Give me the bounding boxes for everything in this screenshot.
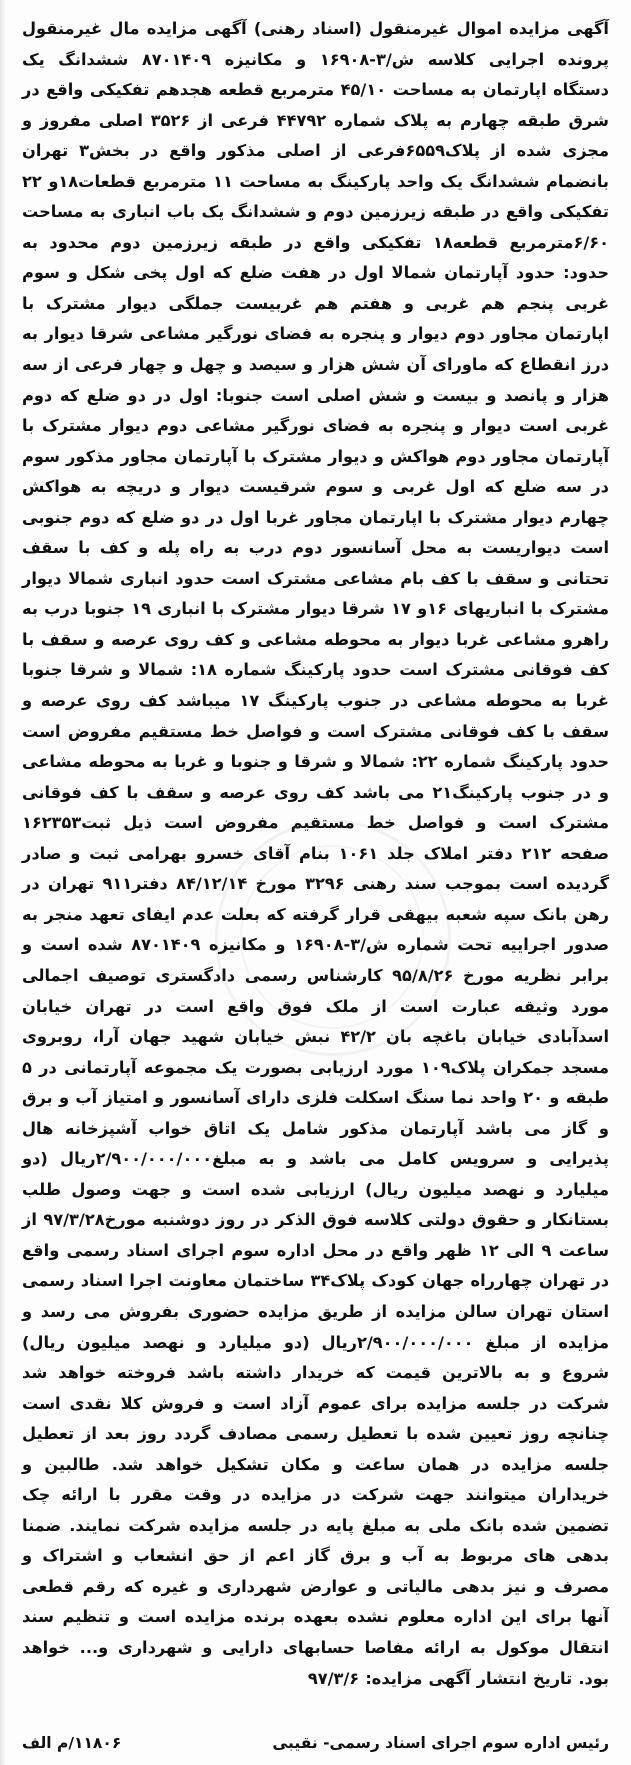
notice-code: ۱۱۸۰۶/م الف — [22, 1734, 122, 1752]
page-edge-shadow — [0, 0, 6, 1765]
notice-body: آگهی مزایده اموال غیرمنقول (اسناد رهنی) آگهی مزایده مال غیرمنقول پرونده اجرایی کلاسه ش/۳-۱۶۹۰۸ و مکانیزه ۸۷۰۱۴۰۹ ششدانگ یک دستگاه اپارتمان به مساحت ۴۵/۱۰ مترمربع قطعه هجدهم تفکیکی واقع در شرق طبقه چهارم به پلاک شماره ۴۴۷۹۲ فرعی از ۳۵۲۶ اصلی مفروز و مجزی شده از پلاک۶۵۵۹فرعی از اصلی مذکور واقع در بخش۳ تهران بانضمام ششدانگ یک واحد پارکینگ به مساحت ۱۱ مترمربع قطعات۱۸و ۲۲ تفکیکی واقع در طبقه زیرزمین دوم و ششدانگ یک باب انباری به مساحت ۶/۶۰مترمربع قطعه۱۸ تفکیکی واقع در طبقه زیرزمین دوم محدود به حدود: حدود آپارتمان شمالا اول در هفت ضلع که اول پخی شکل و سوم غربی پنجم هم غربی و هفتم هم غربیست جملگی دیوار مشترک با اپارتمان مجاور دوم دیوار و پنجره به فضای نورگیر مشاعی شرقا دیوار به درز انقطاع که ماورای آن شش هزار و سیصد و چهل و چهار فرعی از سه هزار و پانصد و بیست و شش اصلی است جنوبا: اول در دو ضلع که دوم غربی است دیوار و پنجره به فضای نورگیر مشاعی دوم دیوار مشترک با آپارتمان مجاور دوم هواکش و دیوار مشترک با آپارتمان مجاور مذکور سوم در سه ضلع که اول غربی و سوم شرقیست دیوار و دریچه به هواکش چهارم دیوار مشترک با اپارتمان مجاور غربا اول در دو ضلع که دوم جنوبی است دیواریست به محل آسانسور دوم درب به راه پله و کف با سقف تحتانی و سقف با کف بام مشاعی مشترک است حدود انباری شمالا دیوار مشترک با انباریهای ۱۶و ۱۷ شرقا دیوار مشترک با انباری ۱۹ جنوبا درب به راهرو مشاعی غربا دیوار به محوطه مشاعی و کف روی عرصه و سقف با کف فوقانی مشترک است حدود پارکینگ شماره ۱۸: شمالا و شرقا جنوبا غربا به محوطه مشاعی در جنوب پارکینگ ۱۷ میباشد کف روی عرصه و سقف با کف فوقانی مشترک است و فواصل خط مستقیم مفروض است حدود پارکینگ شماره ۲۲: شمالا و شرقا و جنوبا و غربا به محوطه مشاعی و در جنوب پارکینگ۲۱ می باشد کف روی عرصه و سقف با کف فوقانی مشترک است و فواصل خط مستقیم مفروض است ذیل ثبت۱۶۲۳۵۳ صفحه ۲۱۲ دفتر املاک جلد ۱۰۶۱ بنام آقای خسرو بهرامی ثبت و صادر گردیده است بموجب سند رهنی ۳۲۹۶ مورخ ۸۴/۱۲/۱۴ دفتر۹۱۱ تهران در رهن بانک سپه شعبه بیهقی قرار گرفته که بعلت عدم ایفای تعهد منجر به صدور اجراییه تحت شماره ش/۳-۱۶۹۰۸ و مکانیزه ۸۷۰۱۴۰۹ شده است و برابر نظریه مورخ ۹۵/۸/۲۶ کارشناس رسمی دادگستری توصیف اجمالی مورد وثیقه عبارت است از ملک فوق واقع است در تهران خیابان اسدآبادی خیابان باغچه بان ۴۲/۲ نبش خیابان شهید جهان آرا، روبروی مسجد جمکران پلاک۱۰۹ مورد ارزیابی بصورت یک مجموعه آپارتمانی در ۵ طبقه و ۲۰ واحد نما سنگ اسکلت فلزی دارای آسانسور و امتیاز آب و برق و گاز می باشد آپارتمان مذکور شامل یک اتاق خواب آشپزخانه هال پذیرایی و سرویس کامل می باشد و به مبلغ۲/۹۰۰/۰۰۰/۰۰۰ریال (دو میلیارد و نهصد میلیون ریال) ارزیابی شده است و جهت وصول طلب بستانکار و حقوق دولتی کلاسه فوق الذکر در روز دوشنبه مورخ۹۷/۳/۲۸ از ساعت ۹ الی ۱۲ ظهر واقع در محل اداره سوم اجرای اسناد رسمی واقع در تهران چهارراه جهان کودک پلاک۳۴ ساختمان معاونت اجرا اسناد رسمی استان تهران سالن مزایده از طریق مزایده حضوری بفروش می رسد و مزایده از مبلغ ۲/۹۰۰/۰۰۰/۰۰۰ریال (دو میلیارد و نهصد میلیون ریال) شروع و به بالاترین قیمت که خریدار داشته باشد فروخته خواهد شد شرکت در جلسه مزایده برای عموم آزاد است و فروش کلا نقدی است چنانچه روز تعیین شده با تعطیل رسمی مصادف گردد روز بعد از تعطیل جلسه مزایده در همان ساعت و مکان تشکیل خواهد شد. طالبین و خریداران میتوانند جهت شرکت در مزایده در وقت مقرر با ارائه چک تضمین شده بانک ملی به مبلغ پایه در جلسه مزایده شرکت نمایند. ضمنا بدهی های مربوط به آب و برق گاز اعم از حق انشعاب و اشتراک و مصرف و نیز بدهی مالیاتی و عوارض شهرداری و غیره که رقم قطعی آنها برای این اداره معلوم نشده بعهده برنده مزایده است و تنظیم سند انتقال موکول به ارائه مفاصا حسابهای دارایی و شهرداری و... خواهد بود. تاریخ انتشار آگهی مزایده: ۹۷/۳/۶ — [22, 19, 610, 1688]
notice-signature: رئیس اداره سوم اجرای اسناد رسمی- نقیبی — [272, 1734, 609, 1752]
notice-footer — [22, 1728, 609, 1758]
